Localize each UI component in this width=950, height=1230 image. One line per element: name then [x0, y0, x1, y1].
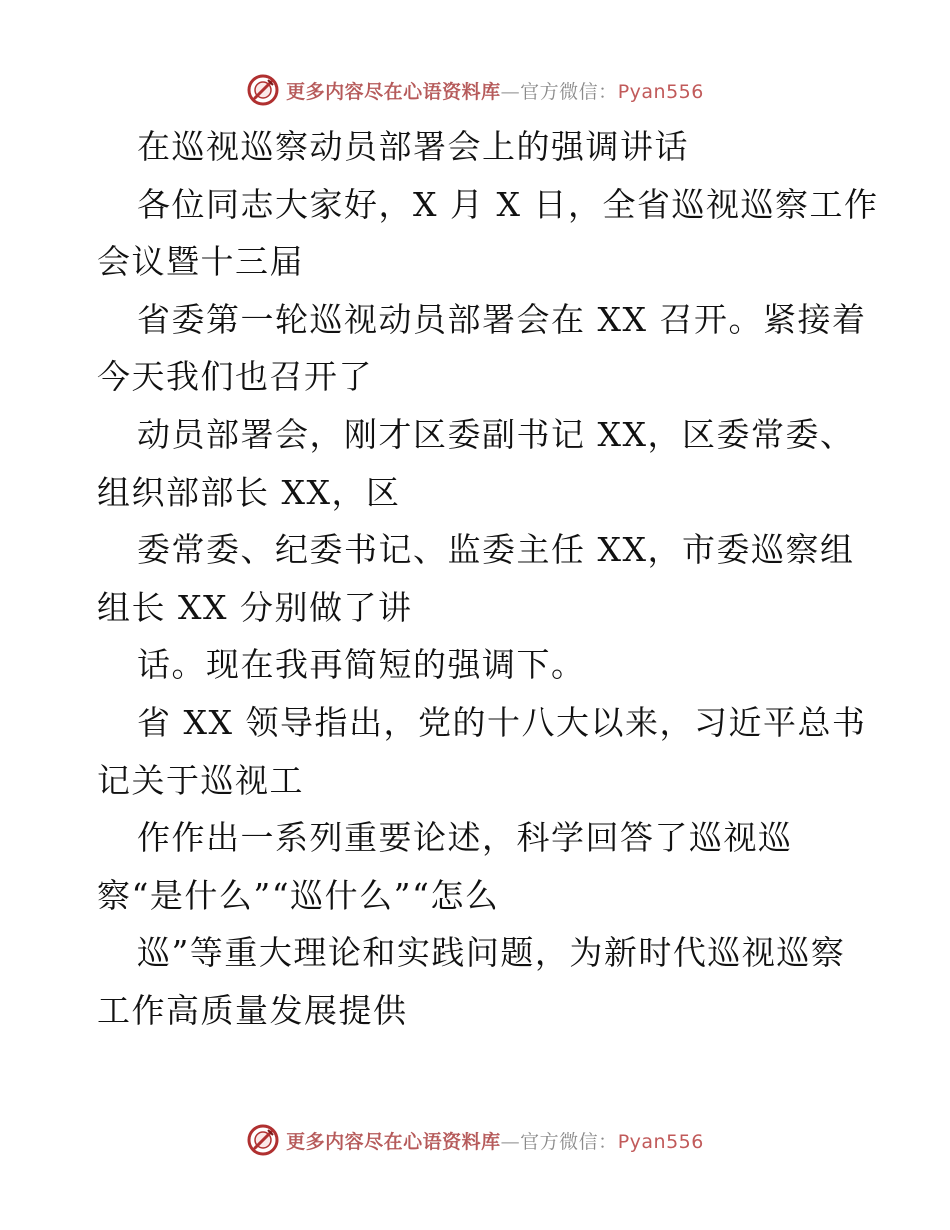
paragraph-line: 组织部部长 XX，区 — [97, 472, 401, 512]
document-body — [97, 118, 879, 1040]
paragraph-line: 会议暨十三届 — [97, 242, 304, 282]
header-brand: 更多内容尽在心语资料库 — [286, 80, 501, 103]
paragraph-line: 话。现在我再简短的强调下。 — [137, 645, 586, 685]
logo-icon — [246, 73, 280, 107]
paragraph-line: 省 XX 领导指出，党的十八大以来，习近平总书 — [137, 702, 867, 742]
paragraph-line: 各位同志大家好，X 月 X 日，全省巡视巡察工作 — [137, 184, 879, 224]
header-banner-text — [286, 77, 704, 104]
paragraph-line: 工作高质量发展提供 — [97, 990, 408, 1030]
footer-banner-text — [286, 1127, 704, 1154]
paragraph-line: 作作出一系列重要论述，科学回答了巡视巡 — [137, 818, 793, 858]
doc-title: 在巡视巡察动员部署会上的强调讲话 — [137, 127, 689, 166]
paragraph-line: 省委第一轮巡视动员部署会在 XX 召开。紧接着 — [137, 299, 867, 339]
footer-wechat-label: 官方微信： — [520, 1130, 618, 1153]
paragraph-line: 巡”等重大理论和实践问题，为新时代巡视巡察 — [137, 933, 846, 973]
paragraph-line: 委常委、纪委书记、监委主任 XX，市委巡察组 — [137, 530, 855, 570]
paragraph-line: 组长 XX 分别做了讲 — [97, 587, 413, 627]
header-account: Pyan556 — [617, 80, 704, 103]
logo-icon — [246, 1123, 280, 1157]
paragraph-line: 记关于巡视工 — [97, 760, 304, 800]
footer-banner — [0, 1122, 950, 1158]
footer-separator: — — [500, 1130, 521, 1153]
footer-account: Pyan556 — [617, 1130, 704, 1153]
header-banner — [0, 72, 950, 108]
footer-brand: 更多内容尽在心语资料库 — [286, 1130, 501, 1153]
paragraph-line: 察“是什么”“巡什么”“怎么 — [97, 875, 500, 915]
paragraph-line: 动员部署会，刚才区委副书记 XX，区委常委、 — [137, 414, 855, 454]
header-wechat-label: 官方微信： — [520, 80, 618, 103]
header-separator: — — [500, 80, 521, 103]
paragraph-line: 今天我们也召开了 — [97, 357, 373, 397]
